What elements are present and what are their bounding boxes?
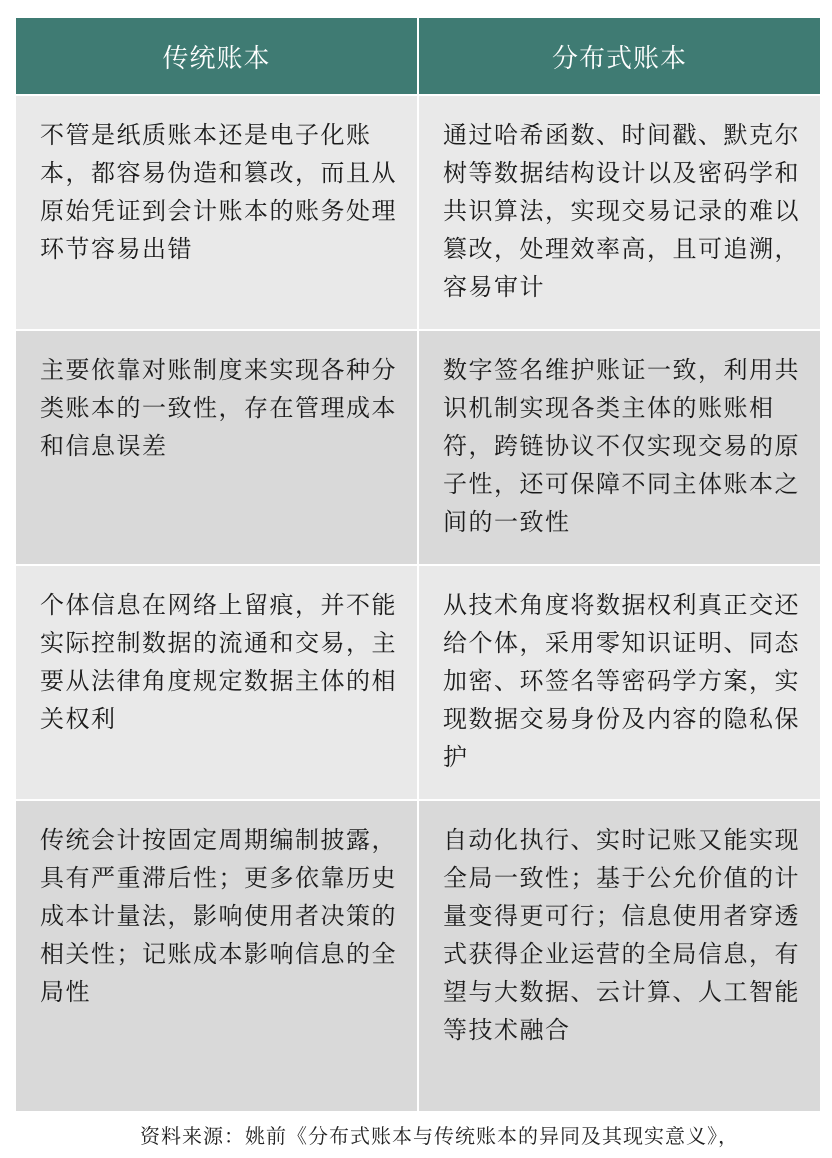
table-header-row bbox=[16, 18, 820, 94]
cell-traditional: 主要依靠对账制度来实现各种分类账本的一致性，存在管理成本和信息误差 bbox=[16, 331, 417, 564]
source-caption: 资料来源：姚前《分布式账本与传统账本的异同及其现实意义》， bbox=[140, 1124, 739, 1148]
cell-distributed: 从技术角度将数据权利真正交还给个体，采用零知识证明、同态加密、环签名等密码学方案，实现数据交易身份及内容的隐私保护 bbox=[419, 566, 820, 799]
cell-traditional: 传统会计按固定周期编制披露，具有严重滞后性；更多依靠历史成本计量法，影响使用者决策的相关性；记账成本影响信息的全局性 bbox=[16, 801, 417, 1111]
cell-distributed: 自动化执行、实时记账又能实现全局一致性；基于公允价值的计量变得更可行；信息使用者穿透式获得企业运营的全局信息，有望与大数据、云计算、人工智能等技术融合 bbox=[419, 801, 820, 1111]
comparison-table bbox=[14, 16, 822, 1113]
table-row bbox=[16, 566, 820, 799]
cell-traditional: 不管是纸质账本还是电子化账本，都容易伪造和篡改，而且从原始凭证到会计账本的账务处理环节容易出错 bbox=[16, 96, 417, 329]
cell-distributed: 通过哈希函数、时间戳、默克尔树等数据结构设计以及密码学和共识算法，实现交易记录的难以篡改，处理效率高，且可追溯，容易审计 bbox=[419, 96, 820, 329]
comparison-table-container bbox=[14, 16, 822, 1113]
header-distributed-ledger: 分布式账本 bbox=[419, 18, 820, 94]
table-row bbox=[16, 331, 820, 564]
table-row bbox=[16, 96, 820, 329]
table-row bbox=[16, 801, 820, 1111]
cell-distributed: 数字签名维护账证一致，利用共识机制实现各类主体的账账相符，跨链协议不仅实现交易的原子性，还可保障不同主体账本之间的一致性 bbox=[419, 331, 820, 564]
cell-traditional: 个体信息在网络上留痕，并不能实际控制数据的流通和交易，主要从法律角度规定数据主体的相关权利 bbox=[16, 566, 417, 799]
header-traditional-ledger: 传统账本 bbox=[16, 18, 417, 94]
